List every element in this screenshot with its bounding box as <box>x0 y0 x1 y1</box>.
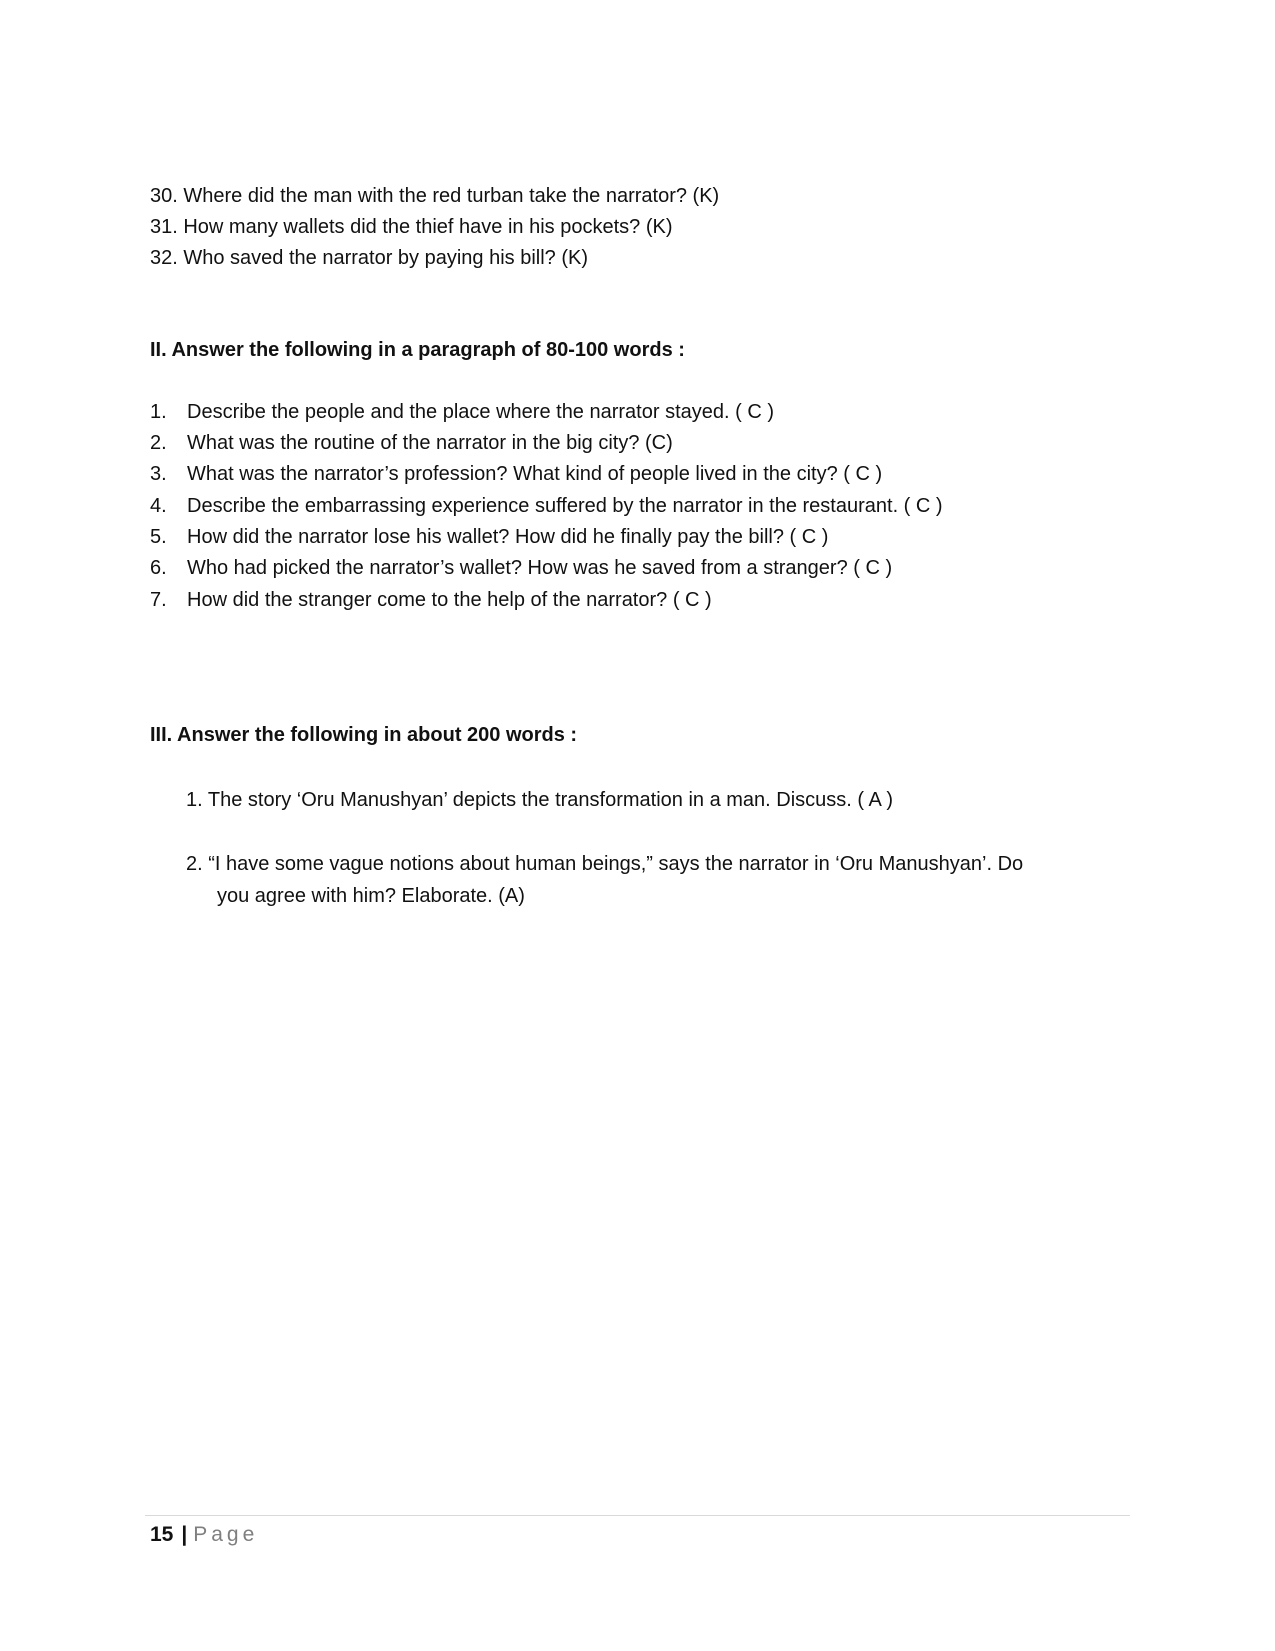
item-number: 3. <box>150 463 167 485</box>
question-30: 30. Where did the man with the red turban take the narrator? (K) <box>150 185 720 207</box>
item-number: 6. <box>150 557 167 579</box>
item-number: 2. <box>150 432 167 454</box>
footer-divider <box>145 1515 1130 1516</box>
section-3-heading: III. Answer the following in about 200 words : <box>150 724 578 746</box>
item-number: 5. <box>150 526 167 548</box>
section-2-heading: II. Answer the following in a paragraph of 80-100 words : <box>150 339 685 361</box>
essay-question-1: 1. The story ‘Oru Manushyan’ depicts the transformation in a man. Discuss. ( A ) <box>186 789 893 811</box>
section-2-item <box>150 431 1050 455</box>
page-label: Page <box>193 1523 259 1546</box>
item-number: 7. <box>150 589 167 611</box>
section-2-item <box>150 462 1050 486</box>
essay-question-2-line-1: 2. “I have some vague notions about human beings,” says the narrator in ‘Oru Manushyan’. Do <box>186 853 1024 875</box>
section-2-item <box>150 525 1050 549</box>
footer-separator: | <box>181 1523 188 1546</box>
item-number: 1. <box>150 401 167 423</box>
section-2-item <box>150 494 1050 518</box>
item-text: Describe the embarrassing experience suffered by the narrator in the restaurant. ( C ) <box>187 495 943 517</box>
item-text: What was the routine of the narrator in the big city? (C) <box>187 432 673 454</box>
item-number: 4. <box>150 495 167 517</box>
section-2-item <box>150 400 1050 424</box>
essay-question-2-line-2: you agree with him? Elaborate. (A) <box>217 885 525 907</box>
item-text: Who had picked the narrator’s wallet? How was he saved from a stranger? ( C ) <box>187 557 893 579</box>
question-31: 31. How many wallets did the thief have in his pockets? (K) <box>150 216 673 238</box>
item-text: What was the narrator’s profession? What kind of people lived in the city? ( C ) <box>187 463 883 485</box>
item-text: How did the narrator lose his wallet? How did he finally pay the bill? ( C ) <box>187 526 829 548</box>
question-32: 32. Who saved the narrator by paying his bill? (K) <box>150 247 588 269</box>
section-2-item <box>150 588 1050 612</box>
page-number: 15 <box>150 1523 174 1546</box>
page-footer <box>150 1522 258 1548</box>
item-text: Describe the people and the place where the narrator stayed. ( C ) <box>187 401 774 423</box>
section-2-item <box>150 556 1050 580</box>
item-text: How did the stranger come to the help of the narrator? ( C ) <box>187 589 712 611</box>
